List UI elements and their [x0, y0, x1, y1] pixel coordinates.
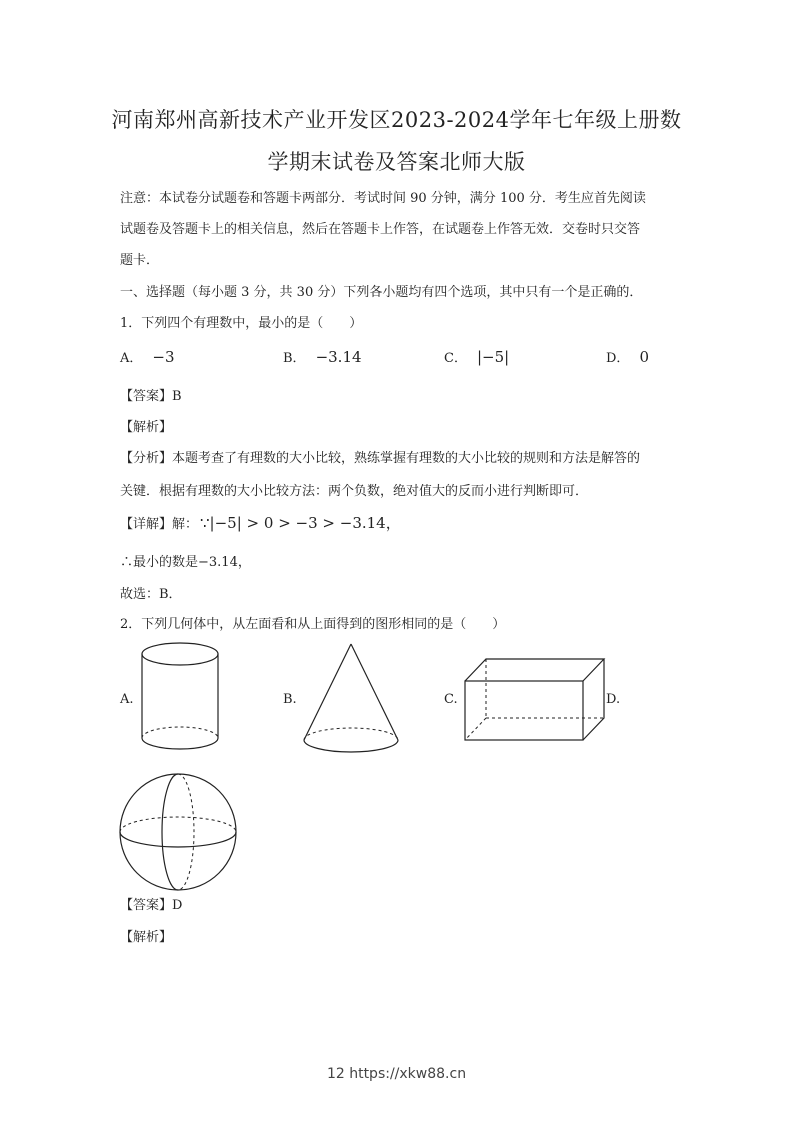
q1-option-d — [606, 347, 649, 366]
option-label: A． — [120, 351, 143, 366]
detail-math: ∵|−5| > 0 > −3 > −3.14， — [200, 514, 401, 532]
detail-prefix: 【详解】解： — [120, 517, 199, 532]
cone-figure — [300, 640, 402, 756]
q1-analysis-line1: 【分析】本题考查了有理数的大小比较，熟练掌握有理数的大小比较的规则和方法是解答的 — [120, 451, 641, 466]
option-label: C． — [444, 351, 467, 366]
document-title-line1: 河南郑州高新技术产业开发区2023-2024学年七年级上册数 — [111, 108, 682, 132]
cuboid-figure — [462, 655, 608, 745]
option-value: −3 — [152, 348, 175, 366]
cylinder-figure — [138, 640, 222, 756]
option-label: B． — [283, 351, 306, 366]
section-heading: 一、选择题（每小题 3 分，共 30 分）下列各小题均有四个选项，其中只有一个是正确的． — [120, 285, 643, 300]
q1-choice: 故选：B． — [120, 587, 182, 602]
q2-answer: 【答案】D — [120, 898, 183, 913]
q1-option-c — [444, 347, 509, 366]
q1-analysis-line2: 关键．根据有理数的大小比较方法：两个负数，绝对值大的反而小进行判断即可． — [120, 484, 589, 499]
document-title-line2: 学期末试卷及答案北师大版 — [267, 150, 526, 174]
q2-option-c-label: C. — [444, 692, 458, 707]
sphere-figure — [116, 770, 240, 894]
q1-option-a — [120, 347, 175, 366]
page-footer: 12 https://xkw88.cn — [326, 1066, 467, 1082]
notice-line3: 题卡． — [120, 253, 160, 268]
option-value: 0 — [639, 348, 649, 366]
notice-line1: 注意：本试卷分试题卷和答题卡两部分．考试时间 90 分钟，满分 100 分．考生应首先阅读 — [120, 191, 646, 206]
question2-stem: 2．下列几何体中，从左面看和从上面得到的图形相同的是（ ） — [120, 617, 506, 632]
q1-conclusion: ∴最小的数是−3.14， — [120, 555, 251, 570]
q2-analysis-heading: 【解析】 — [120, 930, 173, 945]
option-label: D． — [606, 351, 630, 366]
notice-line2: 试题卷及答题卡上的相关信息，然后在答题卡上作答，在试题卷上作答无效．交卷时只交答 — [120, 222, 641, 237]
q1-analysis-heading: 【解析】 — [120, 420, 173, 435]
q1-answer: 【答案】B — [120, 389, 182, 404]
q1-detail — [120, 512, 401, 533]
option-value: |−5| — [476, 348, 510, 366]
q2-option-b-label: B. — [283, 692, 297, 707]
q1-option-b — [283, 347, 362, 366]
q2-option-d-label: D. — [606, 692, 621, 707]
question1-stem: 1．下列四个有理数中，最小的是（ ） — [120, 316, 363, 331]
option-value: −3.14 — [315, 348, 362, 366]
q2-option-a-label: A. — [120, 692, 134, 707]
